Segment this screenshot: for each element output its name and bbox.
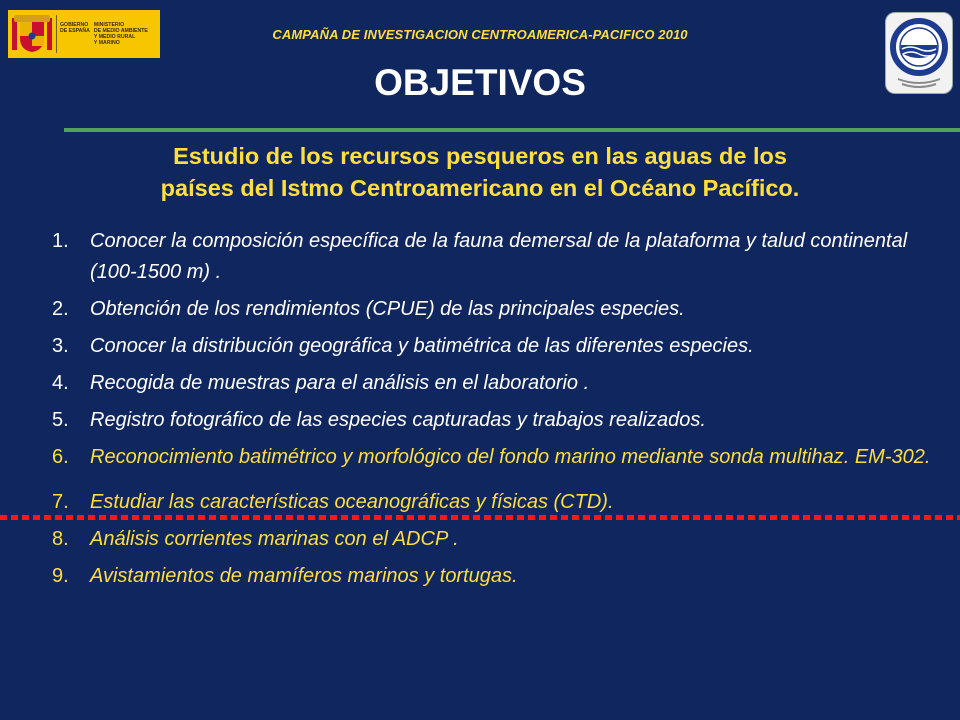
subtitle (60, 140, 900, 204)
title-divider (64, 128, 960, 132)
gov-logo-line: GOBIERNO (60, 22, 89, 28)
objective-item (52, 226, 952, 288)
objective-text: Recogida de muestras para el análisis en el laboratorio . (90, 372, 590, 394)
objective-item (52, 294, 952, 325)
objective-text: Estudiar las características oceanográficas y físicas (CTD). (90, 491, 614, 513)
objective-text: Conocer la composición específica de la fauna demersal de la plataforma y talud continental (100-1500 m) . (90, 230, 908, 283)
gov-logo-line: MINISTERIO (93, 22, 125, 28)
objective-number: 1. (52, 230, 69, 252)
objective-item (52, 442, 952, 473)
objective-item (52, 524, 952, 555)
subtitle-line: países del Istmo Centroamericano en el Océano Pacífico. (160, 175, 800, 201)
objective-item (52, 561, 952, 592)
objective-text: Avistamientos de mamíferos marinos y tortugas. (90, 565, 518, 587)
objective-number: 8. (52, 528, 69, 550)
objective-text: Reconocimiento batimétrico y morfológico del fondo marino mediante sonda multihaz. EM-302. (90, 446, 931, 468)
objective-number: 9. (52, 565, 69, 587)
objective-number: 3. (52, 335, 69, 357)
objectives-list (52, 226, 952, 598)
objective-number: 2. (52, 298, 69, 320)
objective-number: 7. (52, 491, 69, 513)
objective-number: 4. (52, 372, 69, 394)
objective-number: 5. (52, 409, 69, 431)
objective-item (52, 487, 952, 518)
page-title: OBJETIVOS (374, 62, 586, 103)
objective-item (52, 368, 952, 399)
gov-logo-line: DE ESPAÑA (60, 28, 90, 34)
gov-logo-line: Y MEDIO RURAL (93, 34, 136, 40)
objective-number: 6. (52, 446, 69, 468)
subtitle-line: Estudio de los recursos pesqueros en las aguas de los (173, 143, 787, 169)
objective-text: Análisis corrientes marinas con el ADCP . (90, 528, 459, 550)
objective-item (52, 331, 952, 362)
objective-text: Registro fotográfico de las especies capturadas y trabajos realizados. (90, 409, 706, 431)
dashed-separator (0, 515, 960, 520)
objective-text: Conocer la distribución geográfica y batimétrica de las diferentes especies. (90, 335, 754, 357)
gov-logo-line: Y MARINO (93, 40, 120, 46)
campaign-title: CAMPAÑA DE INVESTIGACION CENTROAMERICA-PACIFICO 2010 (272, 27, 688, 42)
objective-text: Obtención de los rendimientos (CPUE) de las principales especies. (90, 298, 685, 320)
gov-logo-line: DE MEDIO AMBIENTE (93, 28, 148, 34)
objective-item (52, 405, 952, 436)
